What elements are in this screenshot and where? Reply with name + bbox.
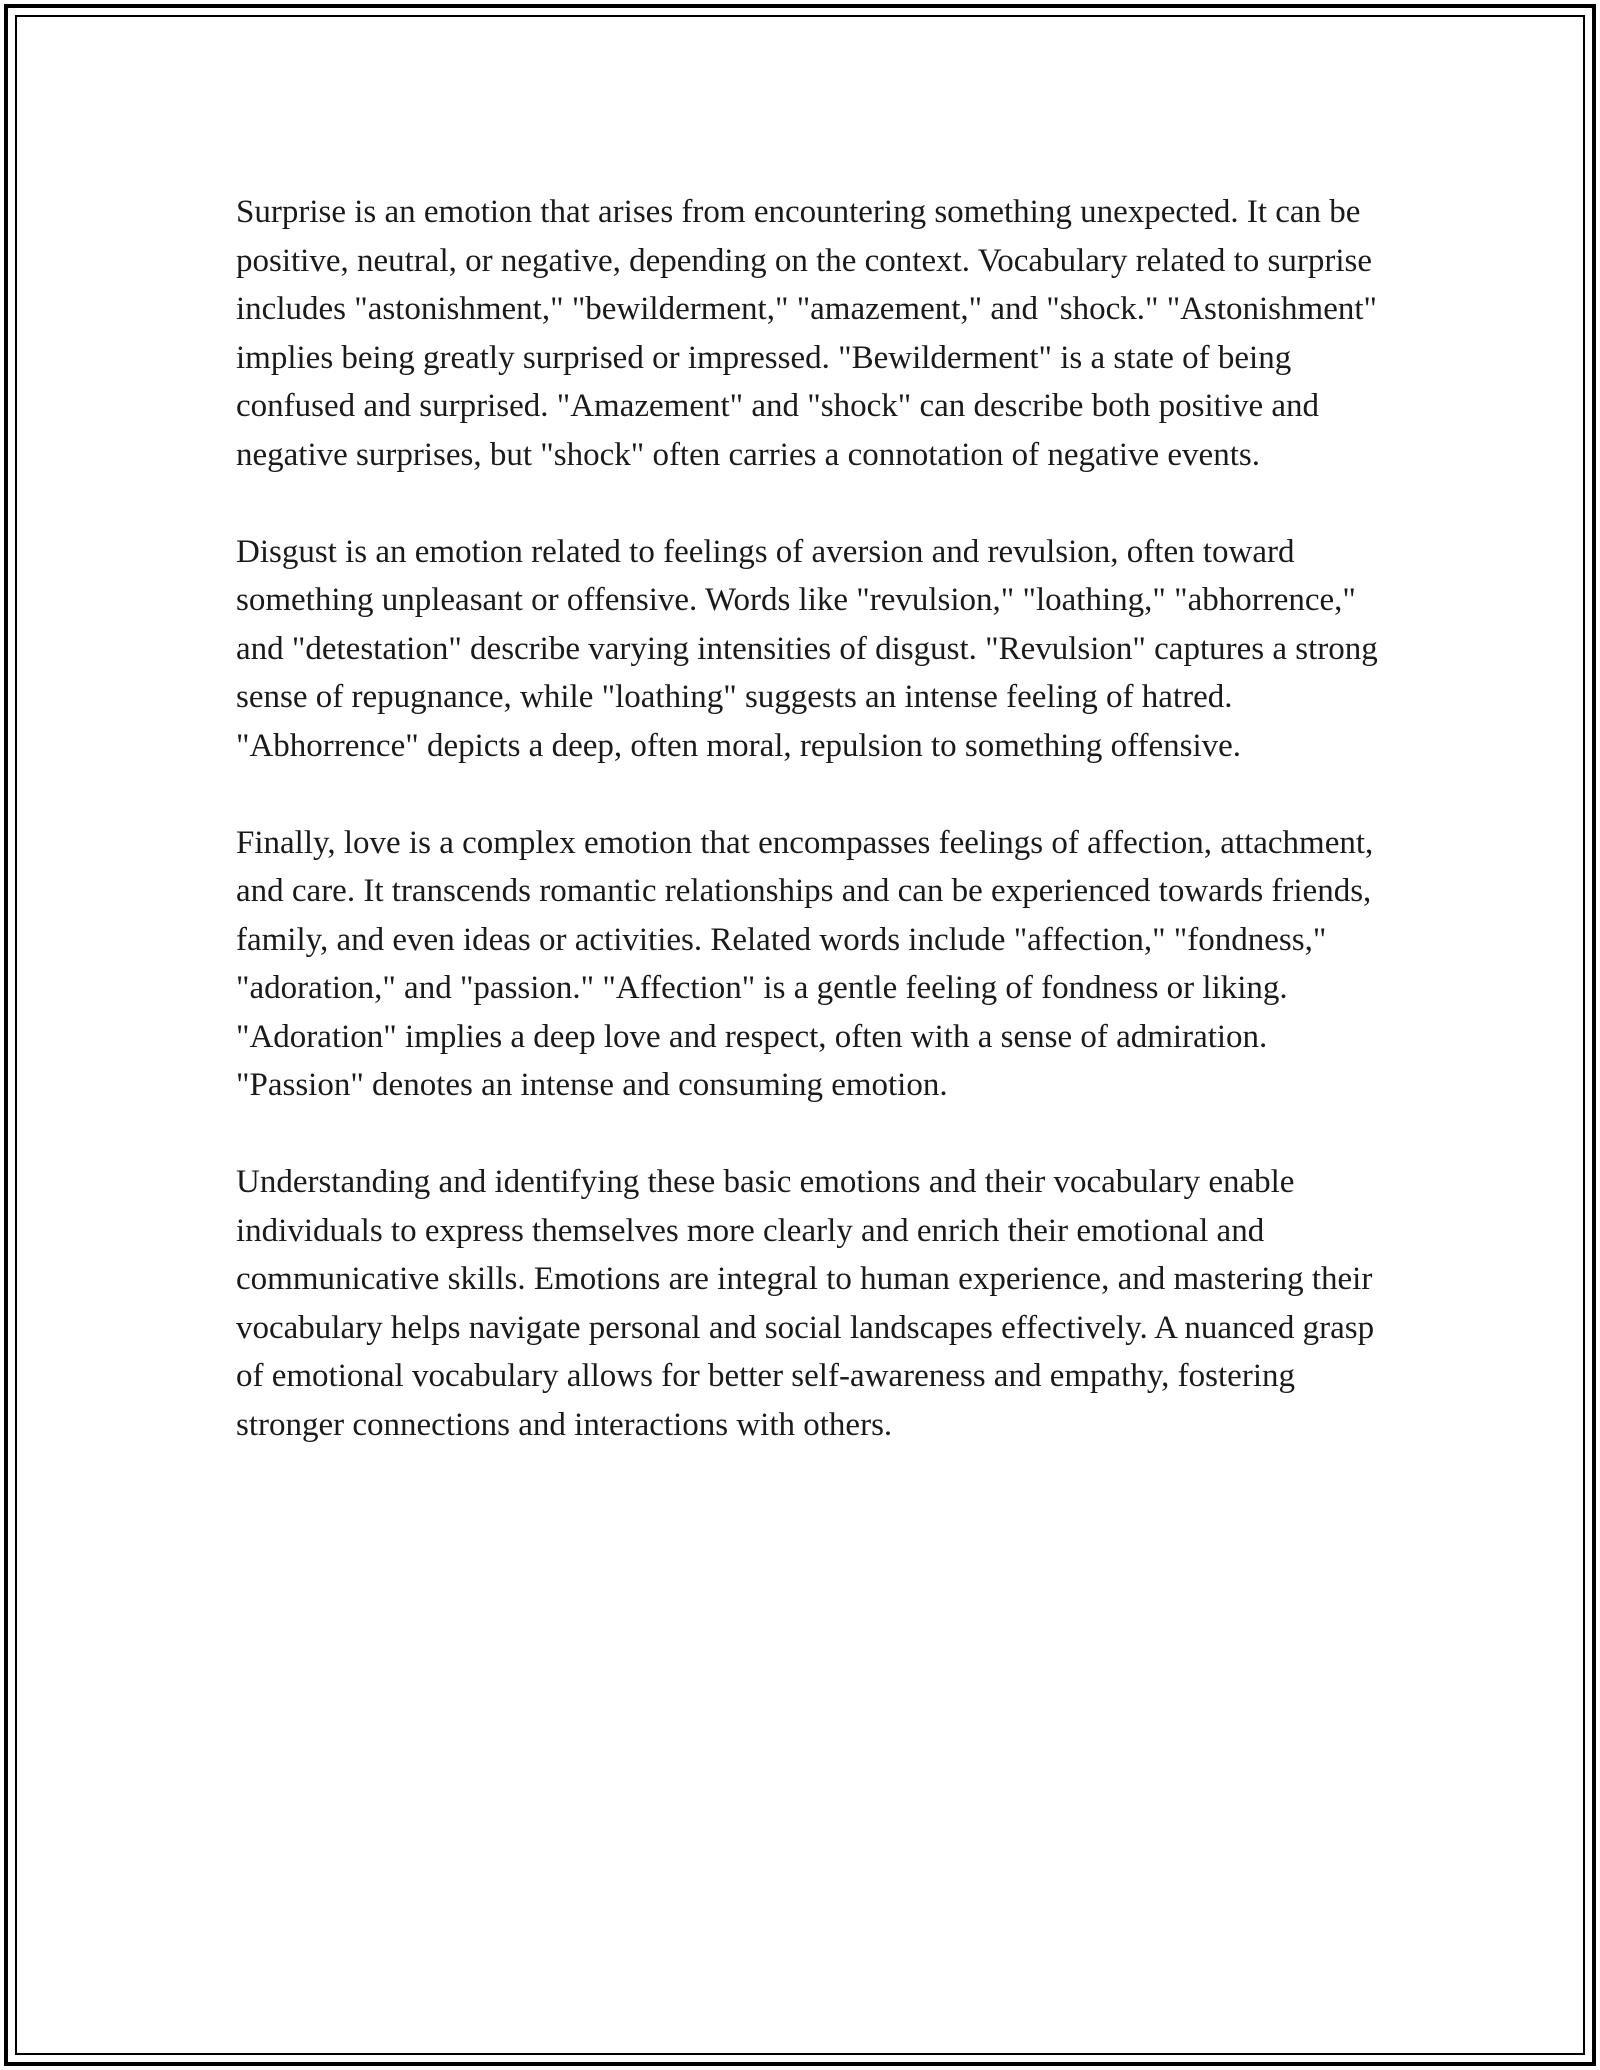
paragraph-love: Finally, love is a complex emotion that encompasses feelings of affection, attachment, and care. It transcends romantic relationships and can be experienced towards friends, family, and even ideas or activities. Related words include "affection," "fondness," "adoration," and "passion." "Affection" is a gentle feeling of fondness or liking. "Adoration" implies a deep love and respect, often with a sense of admiration. "Passion" denotes an intense and consuming emotion. — [236, 824, 1374, 1103]
paragraph-disgust: Disgust is an emotion related to feelings of aversion and revulsion, often toward something unpleasant or offensive. Words like "revulsion," "loathing," "abhorrence," and "detestation" describe varying intensities of disgust. "Revulsion" captures a strong sense of repugnance, while "loathing" suggests an intense feeling of hatred. "Abhorrence" depicts a deep, often moral, repulsion to something offensive. — [236, 533, 1378, 764]
paragraph-conclusion: Understanding and identifying these basic emotions and their vocabulary enable individuals to express themselves more clearly and enrich their emotional and communicative skills. Emotions are integral to human experience, and mastering their vocabulary helps navigate personal and social landscapes effectively. A nuanced grasp of emotional vocabulary allows for better self-awareness and empathy, fostering stronger connections and interactions with others. — [236, 1164, 1375, 1443]
document-body — [236, 188, 1386, 1498]
paragraph-surprise: Surprise is an emotion that arises from encountering something unexpected. It can be positive, neutral, or negative, depending on the context. Vocabulary related to surprise includes "astonishment," "bewilderment," "amazement," and "shock." "Astonishment" implies being greatly surprised or impressed. "Bewilderment" is a state of being confused and surprised. "Amazement" and "shock" can describe both positive and negative surprises, but "shock" often carries a connotation of negative events. — [236, 194, 1377, 473]
